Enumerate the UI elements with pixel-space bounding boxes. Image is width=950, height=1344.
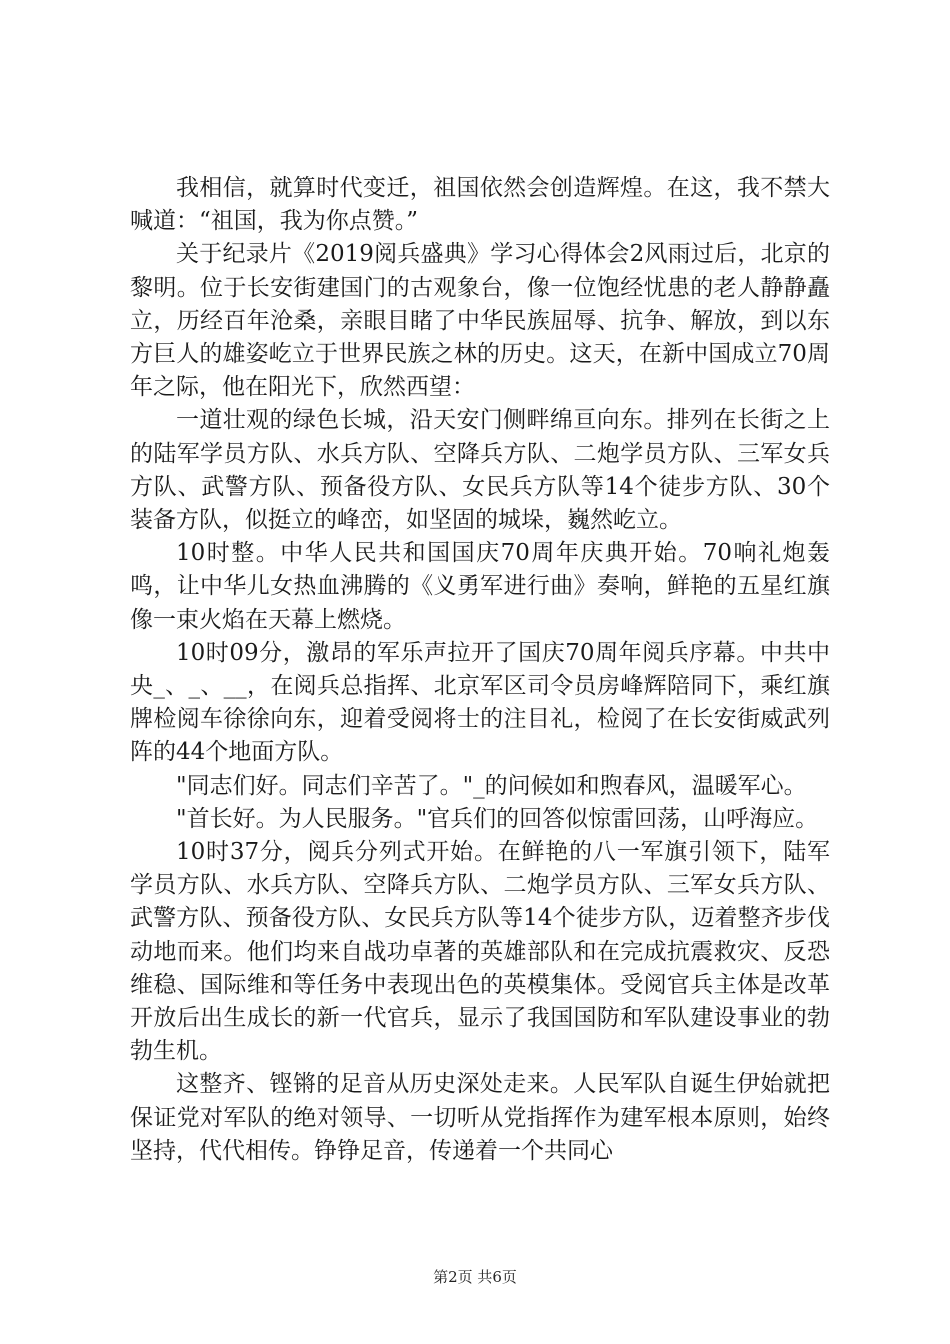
paragraph-4: 10时整。中华人民共和国国庆70周年庆典开始。70响礼炮轰鸣，让中华儿女热血沸腾的《义勇军进行曲》奏响，鲜艳的五星红旗像一束火焰在天幕上燃烧。 <box>130 540 830 633</box>
paragraph-6: "同志们好。同志们辛苦了。"_的问候如和煦春风，温暖军心。 <box>176 772 807 799</box>
paragraph-9: 这整齐、铿锵的足音从历史深处走来。人民军队自诞生伊始就把保证党对军队的绝对领导、一切听从党指挥作为建军根本原则，始终坚持，代代相传。铮铮足音，传递着一个共同心 <box>130 1071 830 1164</box>
paragraph-5: 10时09分，激昂的军乐声拉开了国庆70周年阅兵序幕。中共中央_、_、__，在阅兵总指挥、北京军区司令员房峰辉陪同下，乘红旗牌检阅车徐徐向东，迎着受阅将士的注目礼，检阅了在长安街威武列阵的44个地面方队。 <box>130 639 830 766</box>
page-footer: 第2页 共6页 <box>433 1268 517 1286</box>
paragraph-7: "首长好。为人民服务。"官兵们的回答似惊雷回荡，山呼海应。 <box>176 805 819 832</box>
body-text <box>130 172 830 1168</box>
paragraph-3: 一道壮观的绿色长城，沿天安门侧畔绵亘向东。排列在长街之上的陆军学员方队、水兵方队、空降兵方队、二炮学员方队、三军女兵方队、武警方队、预备役方队、女民兵方队等14个徒步方队、30个装备方队，似挺立的峰峦，如坚固的城垛，巍然屹立。 <box>130 407 830 534</box>
paragraph-2: 关于纪录片《2019阅兵盛典》学习心得体会2风雨过后，北京的黎明。位于长安街建国门的古观象台，像一位饱经忧患的老人静静矗立，历经百年沧桑，亲眼目睹了中华民族屈辱、抗争、解放，到以东方巨人的雄姿屹立于世界民族之林的历史。这天，在新中国成立70周年之际，他在阳光下，欣然西望： <box>130 241 830 401</box>
paragraph-8: 10时37分，阅兵分列式开始。在鲜艳的八一军旗引领下，陆军学员方队、水兵方队、空降兵方队、二炮学员方队、三军女兵方队、武警方队、预备役方队、女民兵方队等14个徒步方队，迈着整齐步伐动地而来。他们均来自战功卓著的英雄部队和在完成抗震救灾、反恐维稳、国际维和等任务中表现出色的英模集体。受阅官兵主体是改革开放后出生成长的新一代官兵，显示了我国国防和军队建设事业的勃勃生机。 <box>130 839 830 1065</box>
paragraph-1: 我相信，就算时代变迁，祖国依然会创造辉煌。在这，我不禁大喊道：“祖国，我为你点赞。” <box>130 175 830 235</box>
